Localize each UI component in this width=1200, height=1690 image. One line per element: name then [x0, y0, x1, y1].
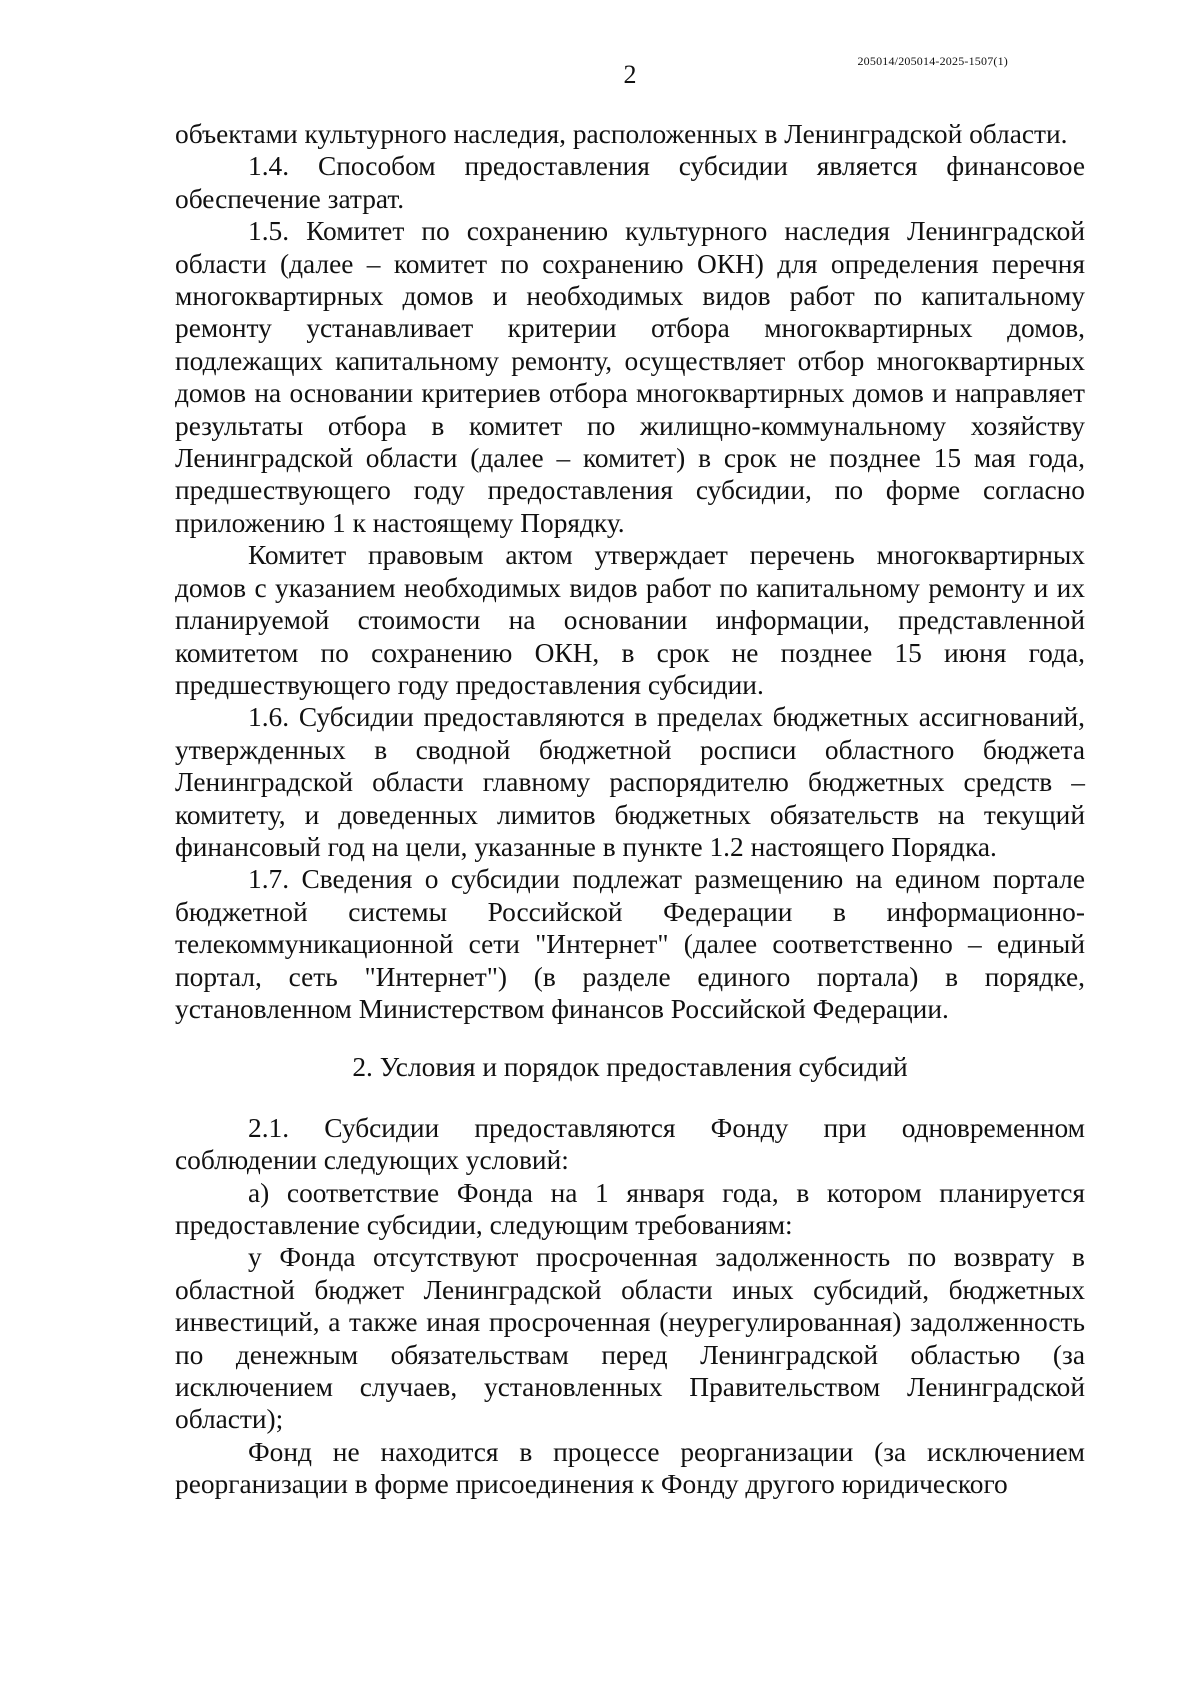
paragraph-2-1: 2.1. Субсидии предоставляются Фонду при одновременном соблюдении следующих условий:	[175, 1112, 1085, 1176]
paragraph-1-4: 1.4. Способом предоставления субсидии является финансовое обеспечение затрат.	[175, 151, 1085, 214]
paragraph-continuation: объектами культурного наследия, расположенных в Ленинградской области.	[175, 119, 1068, 149]
section-heading: 2. Условия и порядок предоставления субсидий	[352, 1052, 908, 1083]
paragraph-requirement-debt: у Фонда отсутствуют просроченная задолженность по возврату в областной бюджет Ленинградской области иных субсидий, бюджетных инвестиций, а также иная просроченная (неурегулированная) задолженность по денежным обязательствам перед Ленинградской областью (за исключением случаев, установленных Правительством Ленинградской области);	[175, 1242, 1085, 1435]
document-registration-number: 205014/205014-2025-1507(1)	[857, 54, 1008, 68]
page-number: 2	[623, 60, 637, 89]
document-body	[175, 118, 1085, 1501]
paragraph-1-6: 1.6. Субсидии предоставляются в пределах бюджетных ассигнований, утвержденных в сводной бюджетной росписи областного бюджета Ленинградской области главному распорядителю бюджетных средств – комитету, и доведенных лимитов бюджетных обязательств на текущий финансовый год на цели, указанные в пункте 1.2 настоящего Порядка.	[175, 702, 1085, 862]
paragraph-1-5-list-approval: Комитет правовым актом утверждает перечень многоквартирных домов с указанием необходимых видов работ по капитальному ремонту и их планируемой стоимости на основании информации, представленной комитетом по сохранению ОКН, в срок не позднее 15 июня года, предшествующего году предоставления субсидии.	[175, 540, 1085, 700]
paragraph-requirement-reorganization: Фонд не находится в процессе реорганизации (за исключением реорганизации в форме присоединения к Фонду другого юридического	[175, 1436, 1085, 1500]
paragraph-1-7: 1.7. Сведения о субсидии подлежат размещению на едином портале бюджетной системы Российской Федерации в информационно-телекоммуникационной сети "Интернет" (далее соответственно – единый портал, сеть "Интернет") (в разделе единого портала) в порядке, установленном Министерством финансов Российской Федерации.	[175, 864, 1085, 1024]
paragraph-2-1-a: а) соответствие Фонда на 1 января года, в котором планируется предоставление субсидии, следующим требованиям:	[175, 1177, 1085, 1240]
paragraph-1-5: 1.5. Комитет по сохранению культурного наследия Ленинградской области (далее – комитет по сохранению ОКН) для определения перечня многоквартирных домов и необходимых видов работ по капитальному ремонту устанавливает критерии отбора многоквартирных домов, подлежащих капитальному ремонту, осуществляет отбор многоквартирных домов на основании критериев отбора многоквартирных домов и направляет результаты отбора в комитет по жилищно-коммунальному хозяйству Ленинградской области (далее – комитет) в срок не позднее 15 мая года, предшествующего году предоставления субсидии, по форме согласно приложению 1 к настоящему Порядку.	[175, 216, 1085, 538]
